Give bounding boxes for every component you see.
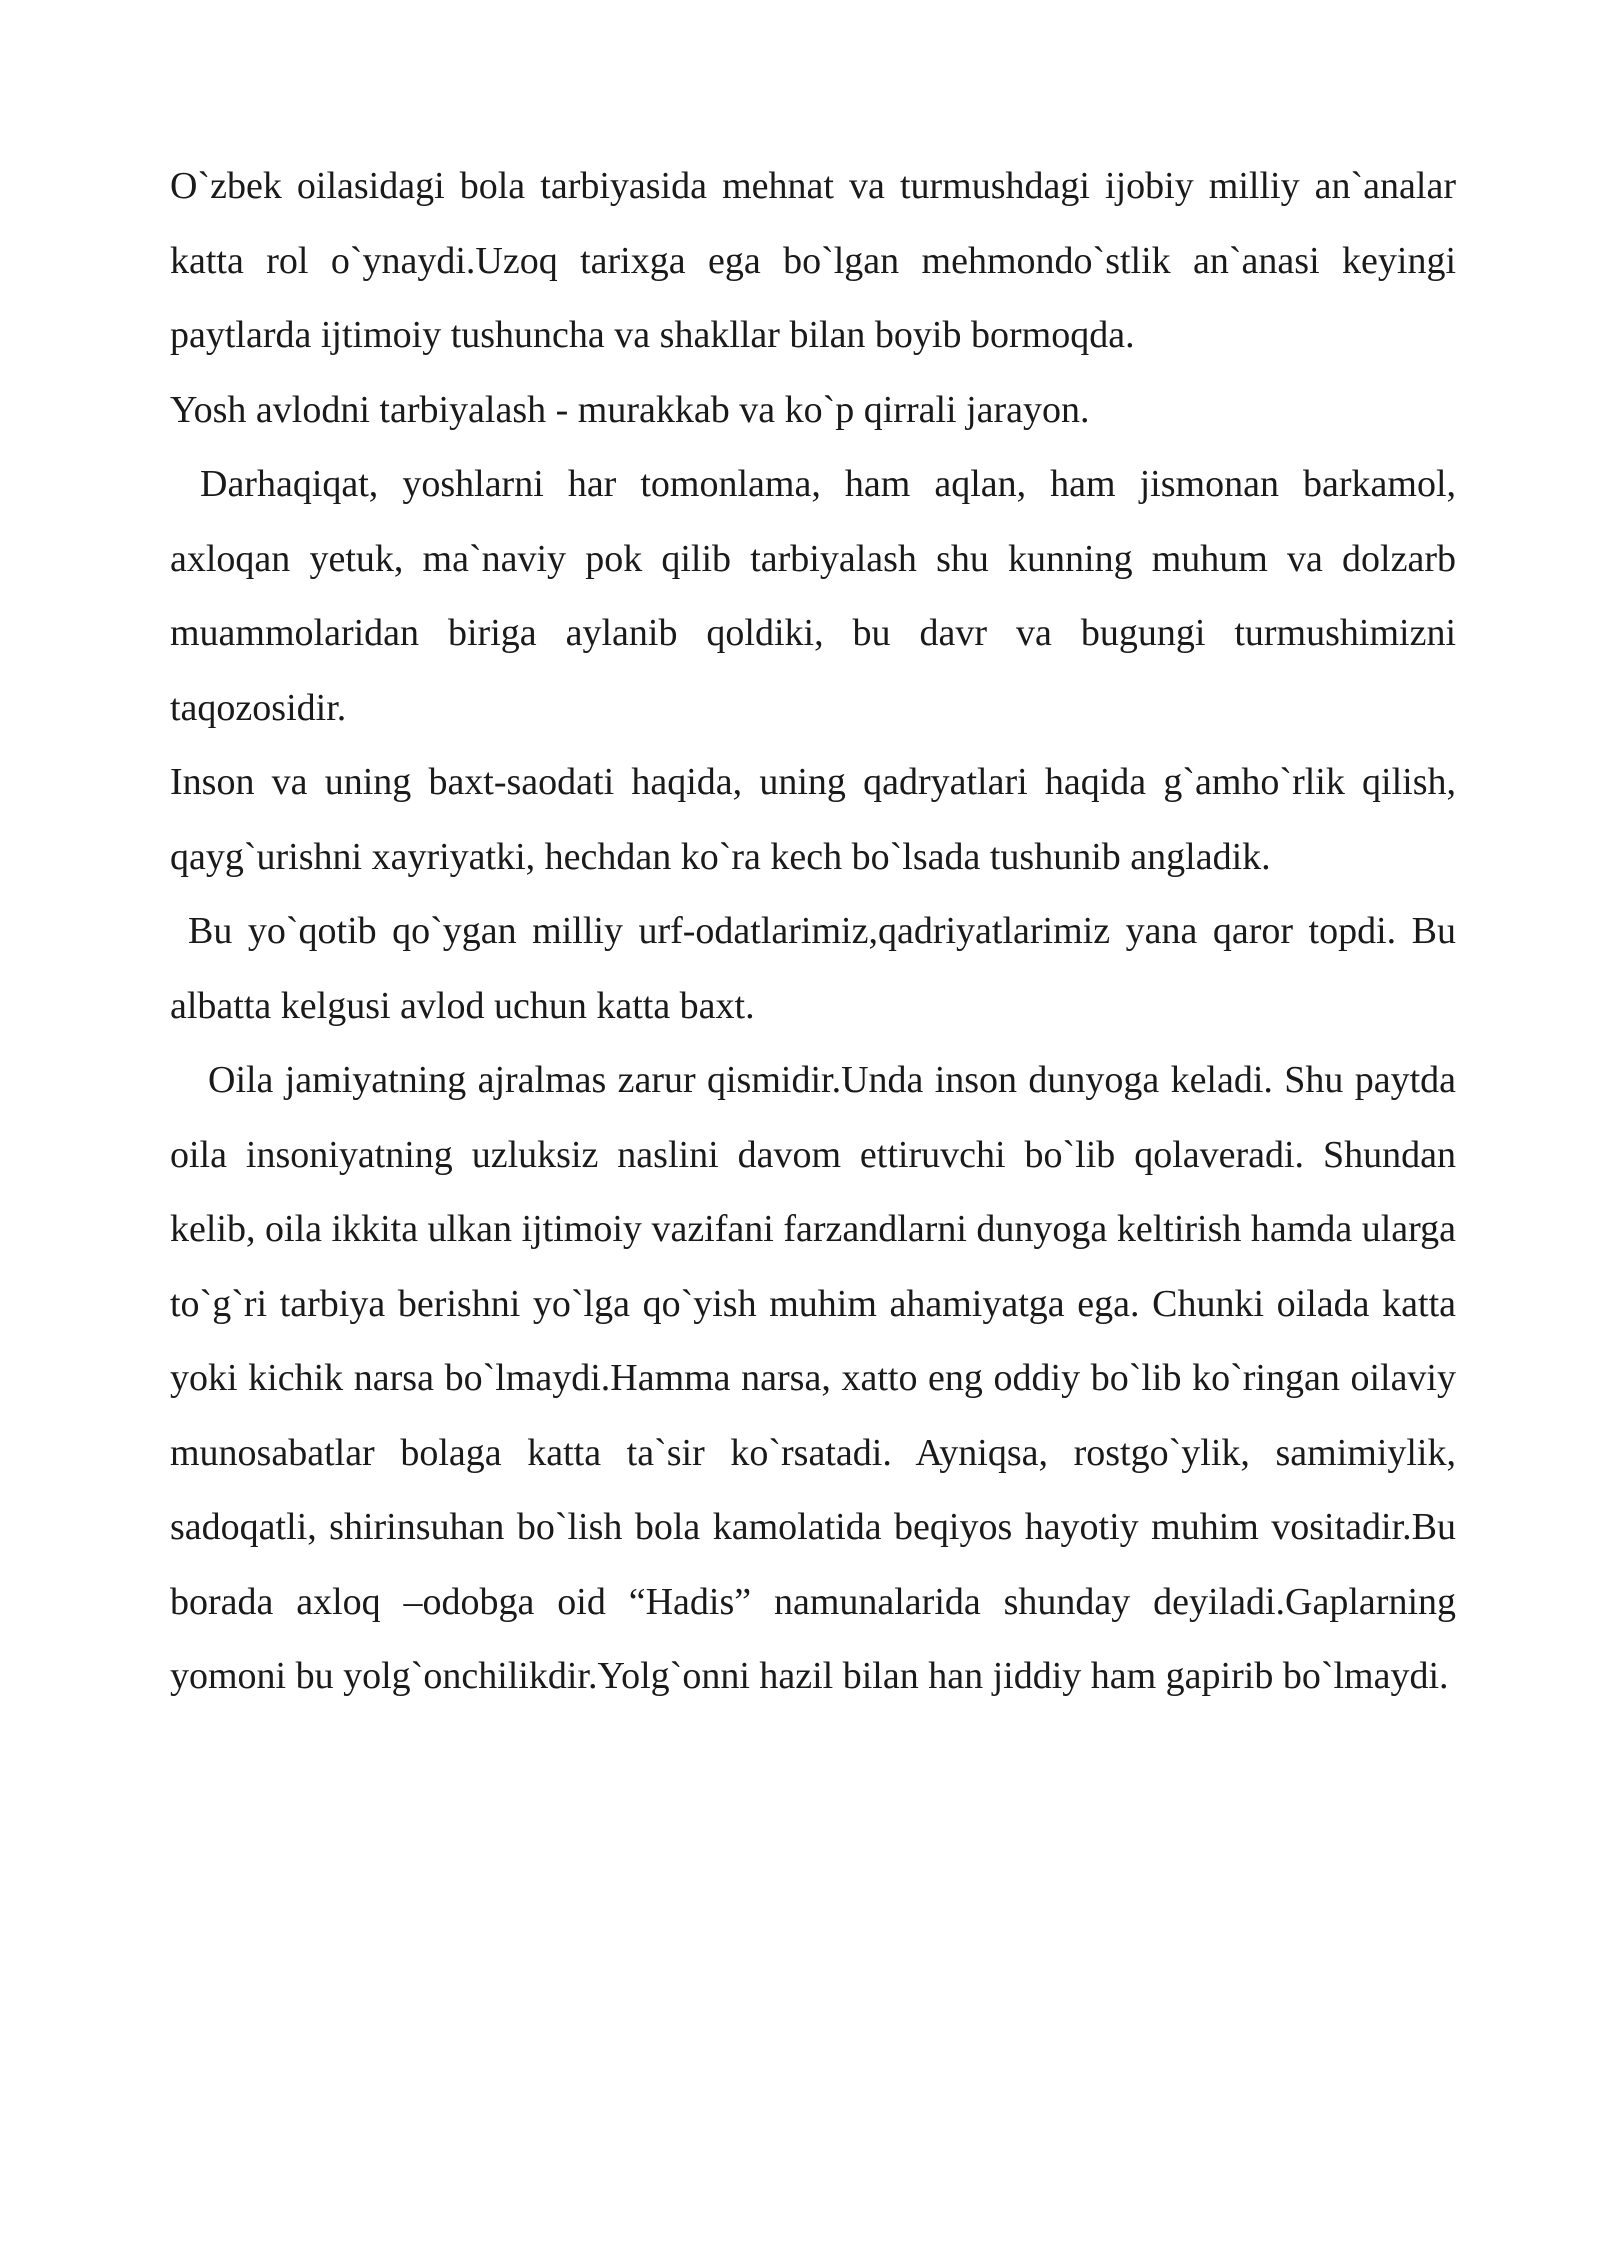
- paragraph-6: Oila jamiyatning ajralmas zarur qismidir.Unda inson dunyoga keladi. Shu paytda oila insoniyatning uzluksiz naslini davom ettiruvchi bo`lib qolaveradi. Shundan kelib, oila ikkita ulkan ijtimoiy vazifani farzandlarni dunyoga keltirish hamda ularga to`g`ri tarbiya berishni yo`lga qo`yish muhim ahamiyatga ega. Chunki oilada katta yoki kichik narsa bo`lmaydi.Hamma narsa, xatto eng oddiy bo`lib ko`ringan oilaviy munosabatlar bolaga katta ta`sir ko`rsatadi. Ayniqsa, rostgo`ylik, samimiylik, sadoqatli, shirinsuhan bo`lish bola kamolatida beqiyos hayotiy muhim vositadir.Bu borada axloq –odobga oid “Hadis” namunalarida shunday deyiladi.Gaplarning yomoni bu yolg`onchilikdir.Yolg`onni hazil bilan han jiddiy ham gapirib bo`lmaydi.: [170, 1059, 1456, 1697]
- paragraph-5: Bu yo`qotib qo`ygan milliy urf-odatlarimiz,qadriyatlarimiz yana qaror topdi. Bu albatta kelgusi avlod uchun katta baxt.: [170, 910, 1456, 1027]
- paragraph-2: Yosh avlodni tarbiyalash - murakkab va ko`p qirrali jarayon.: [170, 388, 1090, 431]
- paragraph-3: Darhaqiqat, yoshlarni har tomonlama, ham aqlan, ham jismonan barkamol, axloqan yetuk, ma`naviy pok qilib tarbiyalash shu kunning muhum va dolzarb muammolaridan biriga aylanib qoldiki, bu davr va bugungi turmushimizni taqozosidir.: [170, 463, 1456, 729]
- paragraph-1: O`zbek oilasidagi bola tarbiyasida mehnat va turmushdagi ijobiy milliy an`analar katta rol o`ynaydi.Uzoq tarixga ega bo`lgan mehmondo`stlik an`anasi keyingi paytlarda ijtimoiy tushuncha va shakllar bilan boyib bormoqda.: [170, 165, 1456, 356]
- document-body: [170, 149, 1456, 1714]
- paragraph-4: Inson va uning baxt-saodati haqida, uning qadryatlari haqida g`amho`rlik qilish, qayg`urishni xayriyatki, hechdan ko`ra kech bo`lsada tushunib angladik.: [170, 761, 1456, 878]
